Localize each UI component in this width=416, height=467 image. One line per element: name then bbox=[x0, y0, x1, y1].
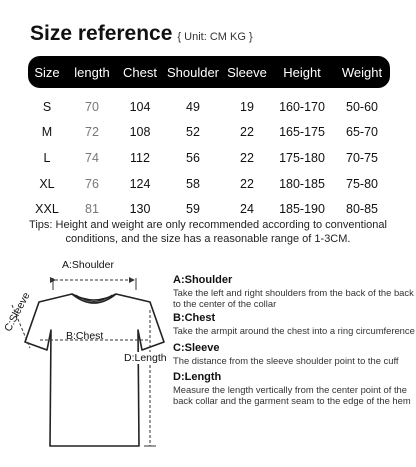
table-cell: 24 bbox=[240, 202, 254, 217]
table-cell: 52 bbox=[186, 125, 200, 140]
column-header-height: Height bbox=[283, 64, 321, 80]
table-cell: 104 bbox=[129, 99, 151, 114]
table-cell: 50-60 bbox=[346, 99, 378, 114]
table-row bbox=[28, 120, 390, 146]
legend-title: B:Chest bbox=[173, 312, 216, 324]
table-cell: 124 bbox=[129, 176, 151, 191]
table-cell: XXL bbox=[35, 202, 59, 217]
page-title: Size reference bbox=[30, 22, 173, 45]
table-cell: 65-70 bbox=[346, 125, 378, 140]
column-header-size: Size bbox=[34, 64, 60, 80]
legend-title: D:Length bbox=[173, 371, 222, 383]
table-cell: 58 bbox=[186, 176, 200, 191]
column-header-shoulder: Shoulder bbox=[166, 64, 220, 80]
column-header-sleeve: Sleeve bbox=[227, 64, 267, 80]
table-cell: XL bbox=[39, 176, 55, 191]
table-cell: 76 bbox=[85, 176, 99, 191]
column-header-length: length bbox=[74, 64, 110, 80]
table-cell: 70-75 bbox=[346, 150, 378, 165]
legend-item-length bbox=[173, 371, 416, 406]
table-cell: 22 bbox=[240, 150, 254, 165]
tips-note: Tips: Height and weight are only recommended according to conventional conditions, and the size has a reasonable range of 1-3CM. bbox=[29, 219, 387, 245]
legend-desc: Measure the length vertically from the center point of the back collar and the garment seam to the edge of the hem bbox=[173, 384, 411, 406]
table-cell: 165-175 bbox=[279, 125, 325, 140]
legend-item-chest bbox=[173, 312, 416, 336]
table-cell: 112 bbox=[130, 150, 150, 165]
legend-desc: The distance from the sleeve shoulder point to the cuff bbox=[173, 355, 399, 366]
legend-item-shoulder bbox=[173, 274, 416, 309]
header bbox=[30, 22, 253, 46]
legend-desc: Take the armpit around the chest into a ring circumference bbox=[173, 325, 415, 336]
measurement-diagram bbox=[0, 250, 416, 467]
table-cell: 70 bbox=[85, 99, 99, 114]
table-cell: 180-185 bbox=[279, 176, 325, 191]
table-cell: 185-190 bbox=[279, 202, 325, 217]
unit-note: { Unit: CM KG } bbox=[177, 31, 253, 43]
legend-desc: Take the left and right shoulders from the back of the back to the center of the collar bbox=[173, 287, 414, 309]
size-table bbox=[28, 56, 390, 222]
table-cell: S bbox=[42, 99, 52, 114]
legend-title: C:Sleeve bbox=[173, 342, 220, 354]
table-cell: 75-80 bbox=[346, 176, 378, 191]
table-cell: 130 bbox=[129, 202, 151, 217]
table-header bbox=[28, 56, 390, 88]
table-cell: 22 bbox=[240, 125, 254, 140]
table-cell: 175-180 bbox=[279, 150, 325, 165]
table-cell: 160-170 bbox=[279, 99, 325, 114]
table-cell: M bbox=[41, 125, 53, 140]
table-row bbox=[28, 94, 390, 120]
table-cell: 19 bbox=[240, 99, 254, 114]
column-header-chest: Chest bbox=[123, 64, 157, 80]
table-cell: 72 bbox=[85, 125, 99, 140]
sleeve-label: C:Sleeve bbox=[2, 290, 33, 334]
table-cell: 108 bbox=[129, 125, 151, 140]
shoulder-label: A:Shoulder bbox=[62, 259, 114, 271]
table-cell: 80-85 bbox=[346, 202, 378, 217]
legend-item-sleeve bbox=[173, 342, 416, 366]
table-cell: 56 bbox=[186, 150, 200, 165]
legend-title: A:Shoulder bbox=[173, 274, 233, 286]
table-cell: 81 bbox=[85, 202, 99, 217]
table-cell: 49 bbox=[186, 99, 200, 114]
table-cell: L bbox=[43, 150, 51, 165]
chest-label: B:Chest bbox=[66, 330, 104, 342]
table-cell: 59 bbox=[186, 202, 200, 217]
table-row bbox=[28, 145, 390, 171]
table-cell: 22 bbox=[240, 176, 254, 191]
length-label: D:Length bbox=[124, 352, 167, 364]
table-cell: 74 bbox=[85, 150, 99, 165]
column-header-weight: Weight bbox=[341, 64, 383, 80]
table-row bbox=[28, 171, 390, 197]
